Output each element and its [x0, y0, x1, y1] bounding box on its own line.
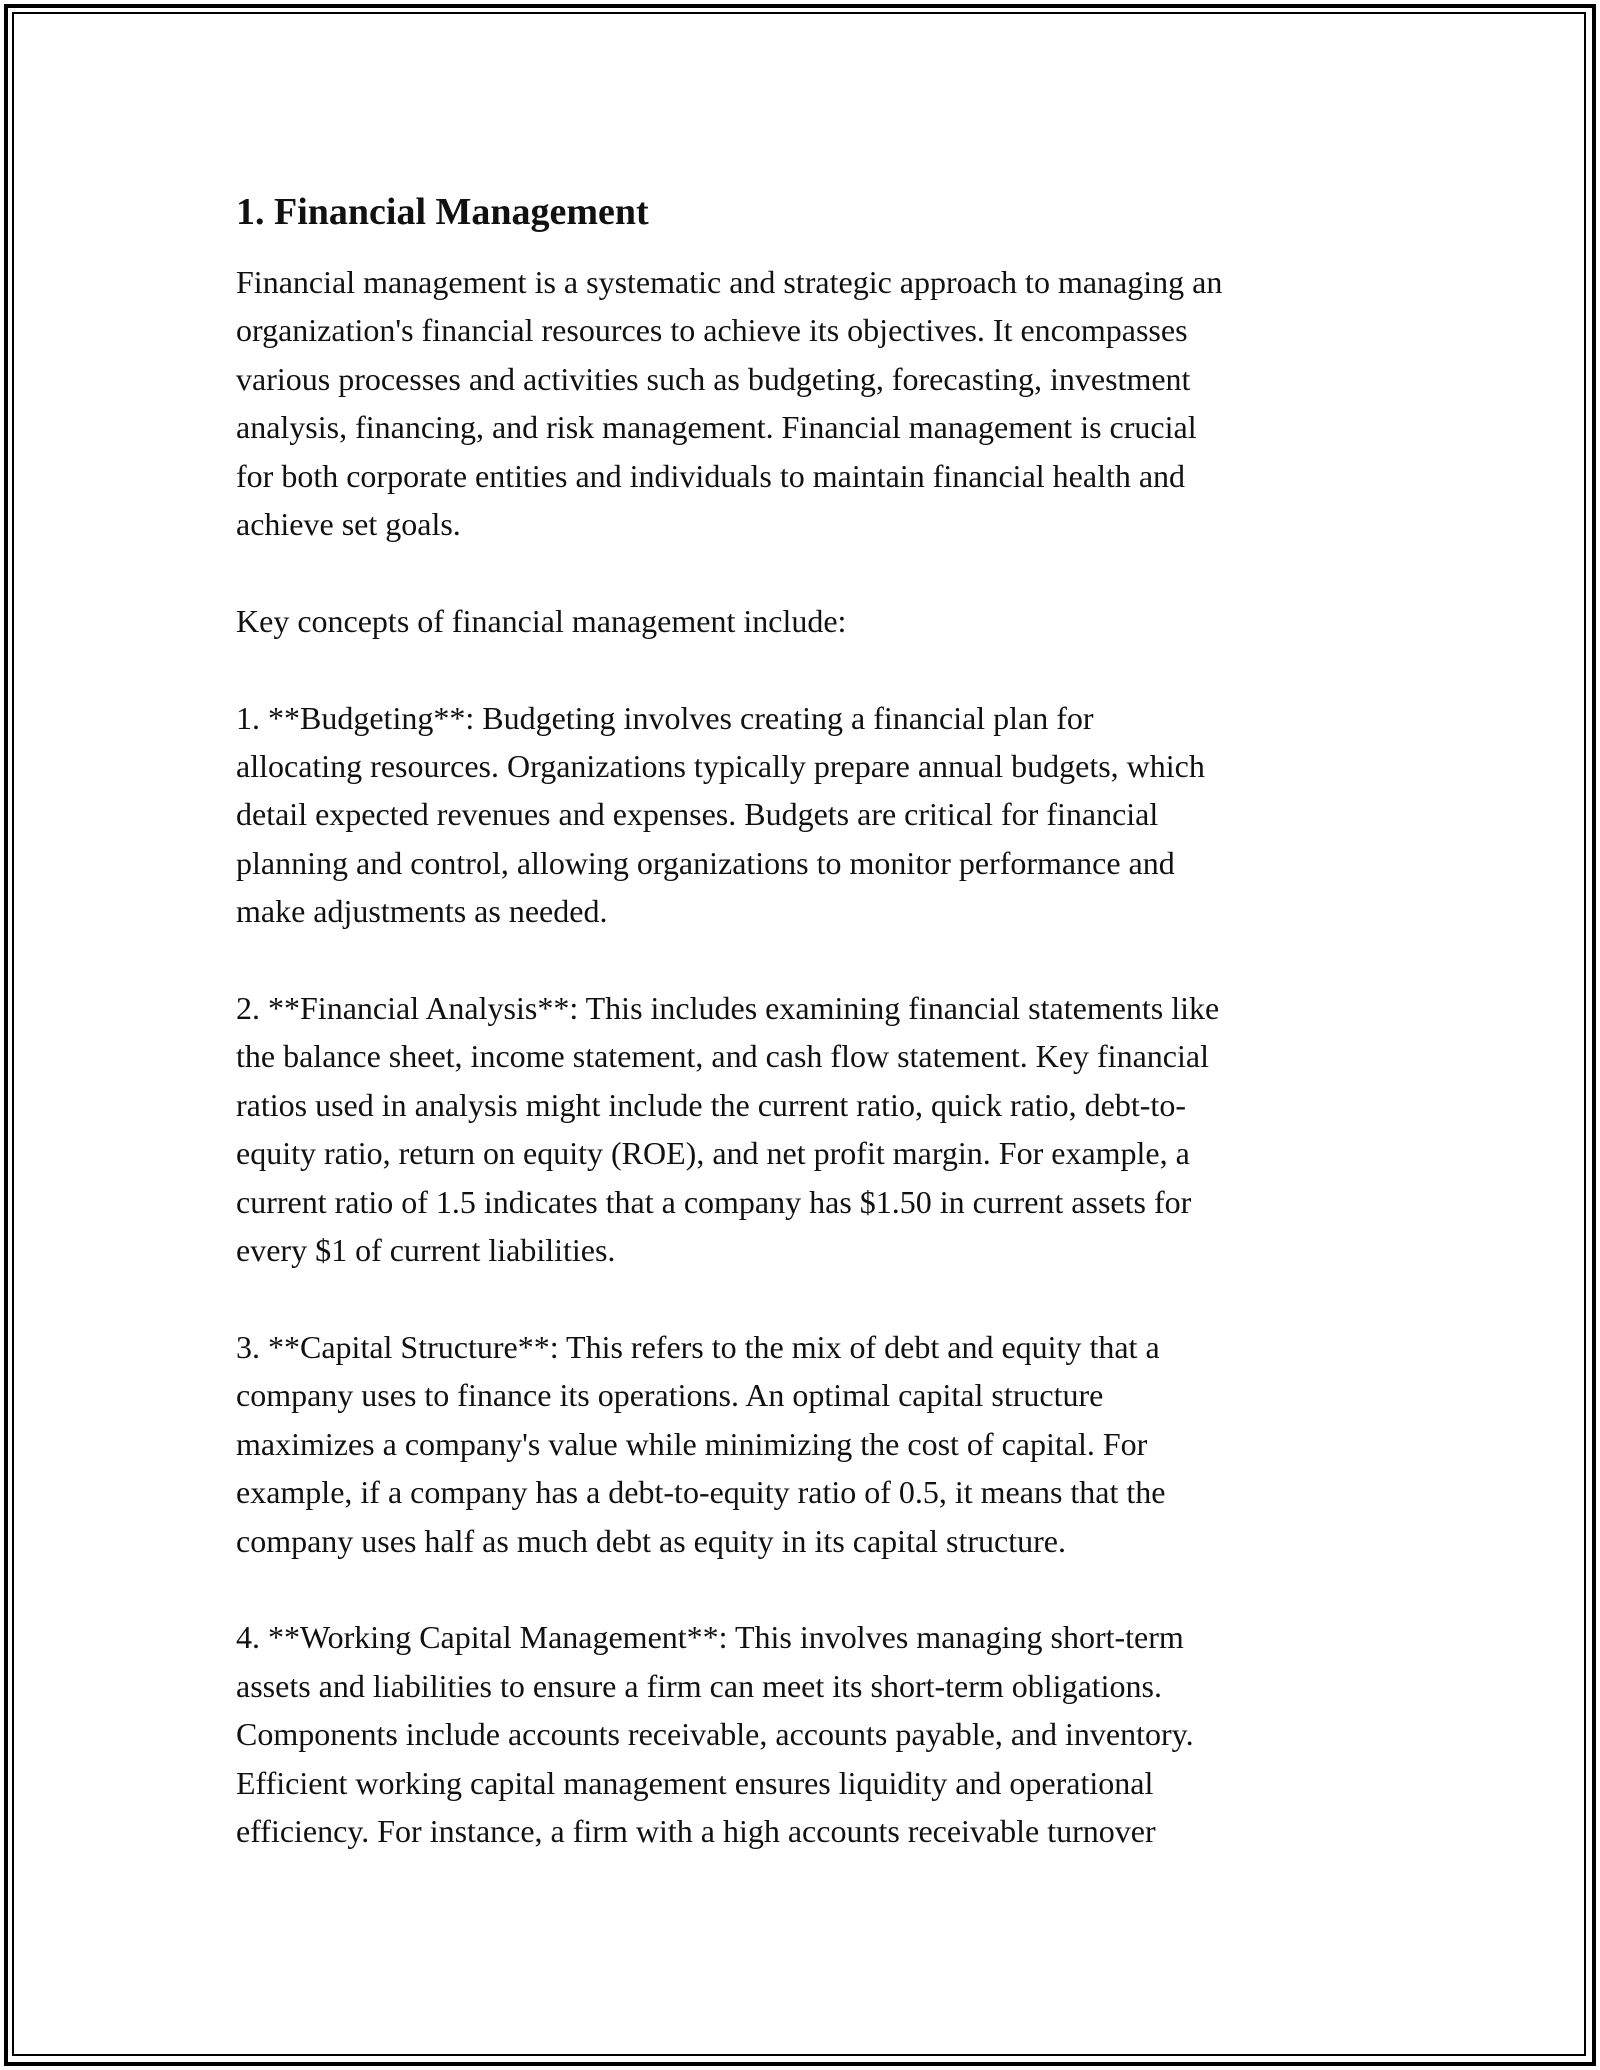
text-line: Efficient working capital management ensures liquidity and operational	[236, 1764, 1154, 1801]
text-line: various processes and activities such as budgeting, forecasting, investment	[236, 360, 1191, 397]
text-line: ratios used in analysis might include the current ratio, quick ratio, debt-to-	[236, 1086, 1186, 1123]
document-body	[236, 186, 1416, 1855]
working-capital-paragraph	[236, 1613, 1416, 1855]
text-line: detail expected revenues and expenses. Budgets are critical for financial	[236, 796, 1159, 833]
text-line: make adjustments as needed.	[236, 893, 608, 930]
text-line: 4. **Working Capital Management**: This involves managing short-term	[236, 1619, 1184, 1656]
text-line: organization's financial resources to achieve its objectives. It encompasses	[236, 312, 1188, 349]
financial-analysis-paragraph	[236, 984, 1416, 1274]
text-line: every $1 of current liabilities.	[236, 1232, 616, 1269]
text-line: Key concepts of financial management include:	[236, 602, 847, 639]
text-line: the balance sheet, income statement, and cash flow statement. Key financial	[236, 1038, 1209, 1075]
paragraph-list	[236, 258, 1416, 1855]
text-line: achieve set goals.	[236, 506, 461, 543]
text-line: equity ratio, return on equity (ROE), and net profit margin. For example, a	[236, 1135, 1190, 1172]
text-line: 1. **Budgeting**: Budgeting involves creating a financial plan for	[236, 699, 1094, 736]
text-line: for both corporate entities and individuals to maintain financial health and	[236, 457, 1186, 494]
section-heading: 1. Financial Management	[236, 191, 649, 233]
text-line: planning and control, allowing organizations to monitor performance and	[236, 844, 1175, 881]
capital-structure-paragraph	[236, 1323, 1416, 1565]
text-line: maximizes a company's value while minimizing the cost of capital. For	[236, 1425, 1148, 1462]
text-line: 2. **Financial Analysis**: This includes examining financial statements like	[236, 990, 1220, 1027]
intro-paragraph	[236, 258, 1416, 548]
text-line: assets and liabilities to ensure a firm can meet its short-term obligations.	[236, 1667, 1162, 1704]
text-line: efficiency. For instance, a firm with a high accounts receivable turnover	[236, 1812, 1156, 1849]
text-line: current ratio of 1.5 indicates that a company has $1.50 in current assets for	[236, 1183, 1192, 1220]
text-line: analysis, financing, and risk management. Financial management is crucial	[236, 409, 1197, 446]
text-line: Financial management is a systematic and strategic approach to managing an	[236, 264, 1223, 300]
text-line: Components include accounts receivable, accounts payable, and inventory.	[236, 1716, 1194, 1753]
key-concepts-paragraph	[236, 597, 1416, 645]
text-line: example, if a company has a debt-to-equity ratio of 0.5, it means that the	[236, 1474, 1166, 1511]
text-line: company uses to finance its operations. An optimal capital structure	[236, 1377, 1104, 1414]
text-line: company uses half as much debt as equity in its capital structure.	[236, 1522, 1066, 1559]
text-line: 3. **Capital Structure**: This refers to the mix of debt and equity that a	[236, 1328, 1160, 1365]
text-line: allocating resources. Organizations typically prepare annual budgets, which	[236, 748, 1205, 785]
budgeting-paragraph	[236, 694, 1416, 936]
